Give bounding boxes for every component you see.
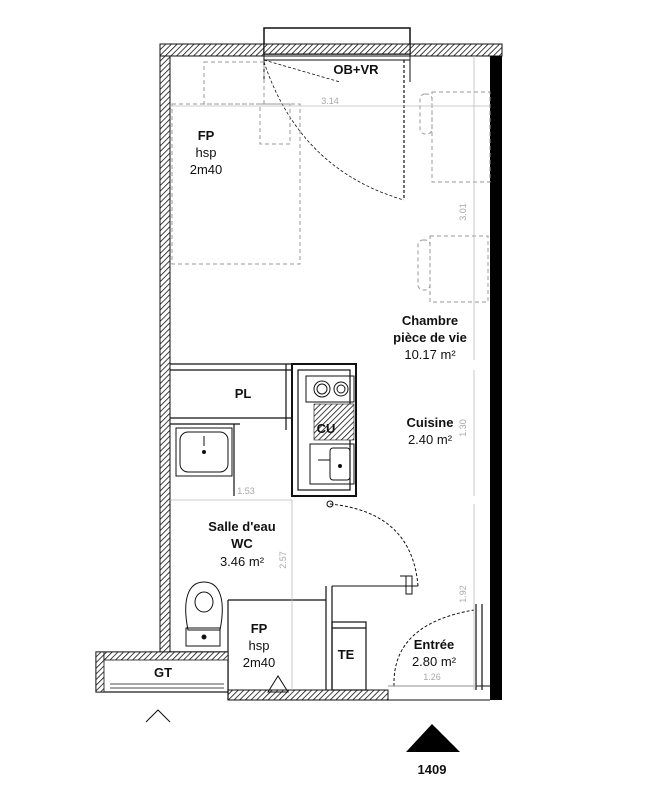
left-wall <box>160 56 170 652</box>
right-wall <box>490 56 502 700</box>
dim-height-bath: 2.57 <box>278 551 288 569</box>
room-fp-bottom-line3: 2m40 <box>242 655 276 670</box>
dim-width-entry: 1.26 <box>423 672 441 682</box>
dim-height-kitchen: 1.30 <box>458 419 468 437</box>
dim-height-top: 3.01 <box>458 203 468 221</box>
dim-height-entry: 1.92 <box>458 585 468 603</box>
markers <box>268 676 460 752</box>
room-cuisine-name: Cuisine <box>406 415 454 430</box>
room-salle-eau-line2: WC <box>231 536 253 551</box>
room-chambre-area: 10.17 m² <box>404 347 456 362</box>
room-chambre-line2: pièce de vie <box>393 330 467 345</box>
room-cu-name: CU <box>316 421 336 436</box>
window-label: OB+VR <box>333 62 379 77</box>
top-wall-right <box>410 44 502 56</box>
bottom-wall-left <box>228 690 388 700</box>
room-fp-bottom-line2: hsp <box>248 638 270 653</box>
unit-pointer-icon <box>406 724 460 752</box>
room-salle-eau-name: Salle d'eau <box>208 519 276 534</box>
room-entree-area: 2.80 m² <box>411 654 457 669</box>
room-fp-bottom-name: FP <box>250 621 268 636</box>
room-gt-name: GT <box>153 665 173 680</box>
room-pl-name: PL <box>234 386 252 401</box>
room-chambre-name: Chambre <box>401 313 459 328</box>
dimension-labels <box>234 96 468 682</box>
room-fp-top-line2: hsp <box>195 145 217 160</box>
bathroom-fixtures <box>176 428 232 646</box>
room-entree-name: Entrée <box>413 637 455 652</box>
dim-width-top: 3.14 <box>321 96 339 106</box>
room-cuisine-area: 2.40 m² <box>407 432 453 447</box>
room-fp-top-name: FP <box>197 128 215 143</box>
dimension-lines <box>170 56 490 690</box>
window <box>264 28 410 200</box>
room-te-name: TE <box>337 647 355 662</box>
dim-width-bath: 1.53 <box>237 486 255 496</box>
room-labels <box>154 62 467 680</box>
unit-number: 1409 <box>417 762 447 777</box>
top-wall-left <box>160 44 264 56</box>
room-salle-eau-area: 3.46 m² <box>219 554 265 569</box>
room-fp-top-line3: 2m40 <box>189 162 223 177</box>
